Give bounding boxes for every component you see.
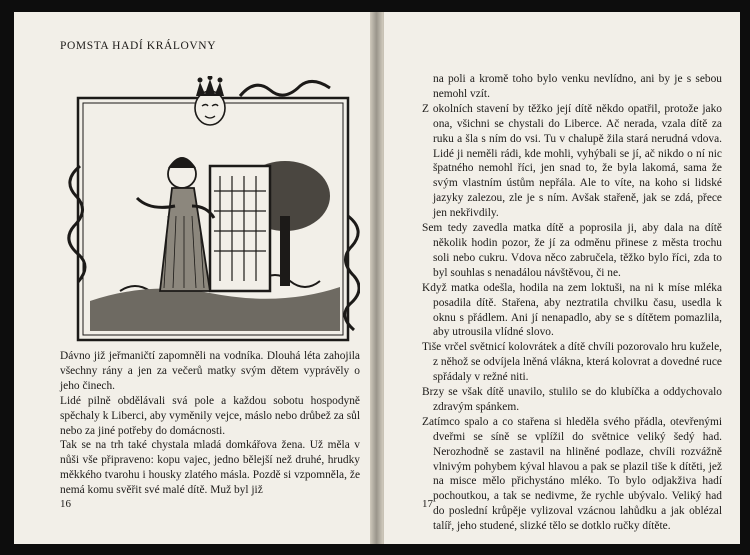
paragraph: Tak se na trh také chystala mladá domkářova žena. Už měla v nůši vše připraveno: kopu vajec, jedno bělejší než druhé, hrudky měkkého tvarohu i housky zlatého másla. Pozdě si vzpomněla, že nemá komu svěřit své malé dítě. Muž byl již: [60, 439, 360, 497]
page-number: 17: [422, 498, 433, 510]
left-body-text: [60, 349, 360, 498]
illustration-snake-queen: [60, 76, 360, 346]
paragraph: Z okolních stavení by těžko její dítě někdo opatřil, protože jako ona, všichni se chystali do Liberce. Ač nerada, vzala dítě za ruku a šla s ním do vsi. Tu v chalupě žila stará nerudná vdova. Lidé ji neměli rádi, kde mohli, vyhýbali se jí, ač nikdo o ní nic špatného nemohl říci, jen snad to, že byla lakomá, sama že svým vlastním ústům nepřála. Ale to víte, na koho si lidské jazyky zalezou, zle je s ním. Avšak stařeně, jak se zdá, přece jen nekřivdily.: [422, 102, 722, 220]
paragraph: Dávno již jeřmaničtí zapomněli na vodníka. Dlouhá léta zahojila všechny rány a jen za večerů matky svým dětem vyprávěly o jeho činech.: [60, 350, 360, 392]
paragraph: Tiše vrčel světnicí kolovrátek a dítě chvíli pozorovalo hru kužele, z něhož se odvíjela lněná vlákna, která kolovrat a dovedné ruce spřádaly v režné niti.: [422, 341, 722, 384]
right-page: [383, 12, 740, 544]
paragraph: Když matka odešla, hodila na zem loktuši, na ni k míse mléka posadila dítě. Stařena, aby neztratila chvilku času, usedla k oknu s přádlem. Ani jí nenapadlo, aby se s dítětem pomazlila, aby utrousila vlídné slovo.: [422, 281, 722, 339]
left-page: [14, 12, 371, 544]
paragraph: Lidé pilně obdělávali svá pole a každou sobotu hospodyně spěchaly k Liberci, aby vyměnily vejce, máslo nebo drůbež za sůl nebo za jiné potřeby do domácnosti.: [60, 394, 360, 437]
paragraph: Brzy se však dítě unavilo, stulilo se do klubíčka a oddychovalo zdravým spánkem.: [422, 386, 722, 413]
book-gutter: [370, 12, 383, 544]
paragraph: Sem tedy zavedla matka dítě a poprosila ji, aby dala na dítě několik hodin pozor, že jí za odměnu přinese z města trochu soli nebo cukru. Vdova něco zabručela, těžko bylo říci, zda to byl souhlas s nenadálou návštěvou, či ne.: [422, 222, 722, 279]
crowned-snake-mask: [195, 76, 225, 125]
right-body-text: [422, 72, 722, 534]
paragraph: Zatímco spalo a co stařena si hleděla svého přádla, otevřenými dveřmi se síně se vplížil do světnice veliký šedý had. Nerozhodně se zastavil na hliněné podlaze, chvíli rozvážně vlnivým pohybem kýval hlavou a pak se plazil tiše k dítěti, jež na misce mělo přichystáno mléko. To bylo odjakživa hadí pochoutkou, a tak se nedivme, že rychle ubývalo. Veliký had do poslední krůpěje vylizoval vzácnou lahůdku a jak oblézal talíř, jeho studené, slizké tělo se dotklo ručky dítěte.: [422, 415, 722, 533]
running-head: POMSTA HADÍ KRÁLOVNY: [60, 40, 217, 52]
page-number: 16: [60, 498, 71, 510]
paragraph: na poli a kromě toho bylo venku nevlídno, ani by je s sebou nemohl vzít.: [433, 73, 722, 100]
